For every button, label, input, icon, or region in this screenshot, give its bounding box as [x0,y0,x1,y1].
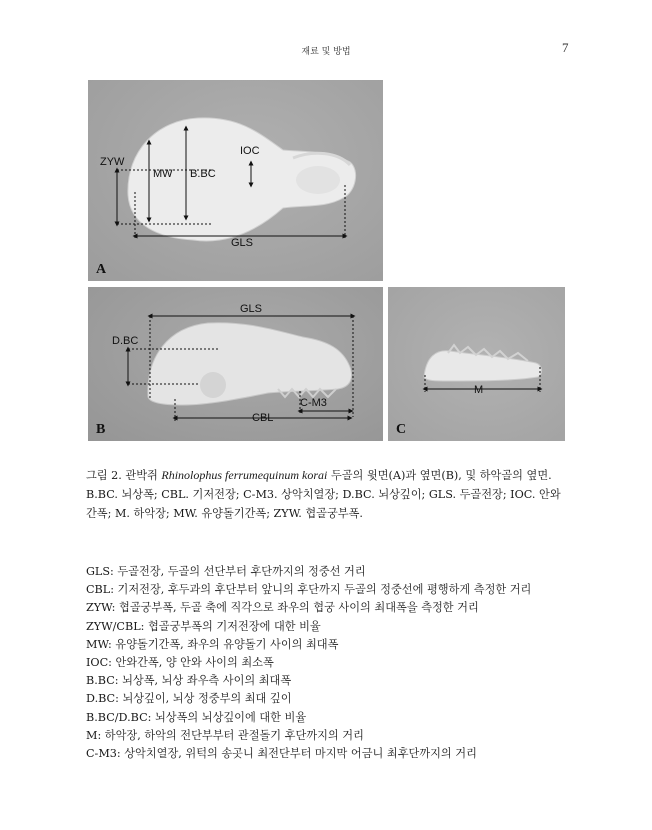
definition-item: GLS: 두골전장, 두골의 선단부터 후단까지의 정중선 거리 [86,565,366,578]
measurement-definitions [86,563,568,763]
label-cbl: CBL [252,412,274,424]
caption-species-name: Rhinolophus ferrumequinum korai [161,468,328,482]
definition-item: B.BC/D.BC: 뇌상폭의 뇌상깊이에 대한 비율 [86,710,307,724]
label-cm3: C-M3 [300,397,327,409]
panel-letter-b: B [96,422,106,437]
label-dbc: D.BC [112,335,139,347]
label-gls: GLS [231,237,254,249]
figure-caption [86,466,568,523]
mandible-shape [424,351,542,381]
label-mw: MW [153,168,173,180]
mandible-lateral-illustration [388,287,565,441]
skull-lateral-shape [148,323,352,405]
panel-letter-c: C [396,422,407,437]
label-bbc: B.BC [190,168,216,180]
definition-item: MW: 유양돌기간폭, 좌우의 유양돌기 사이의 최대폭 [86,637,339,651]
skull-lateral-illustration [88,287,383,441]
caption-prefix: 그림 2. 관박쥐 [86,469,162,482]
skull-dorsal-illustration [88,80,383,281]
definition-item: CBL: 기저전장, 후두과의 후단부터 앞니의 후단까지 두골의 정중선에 평행하게 측정한 거리 [86,583,532,597]
definition-item: M: 하악장, 하악의 전단부부터 관절돌기 후단까지의 거리 [86,728,364,742]
definition-item: IOC: 안와간폭, 양 안와 사이의 최소폭 [86,656,274,670]
definition-item: C-M3: 상악치열장, 위턱의 송곳니 최전단부터 마지막 어금니 최후단까지의 거리 [86,747,477,761]
definition-item: ZYW: 협골궁부폭, 두골 축에 직각으로 좌우의 협궁 사이의 최대폭을 측정한 거리 [86,601,479,615]
definition-item: ZYW/CBL: 협골궁부폭의 기저전장에 대한 비율 [86,619,321,633]
definition-item: B.BC: 뇌상폭, 뇌상 좌우측 사이의 최대폭 [86,674,292,688]
label-zyw: ZYW [100,156,125,168]
label-m: M [474,384,484,396]
page-number: 7 [562,40,569,55]
figure-panel-c [388,287,565,441]
running-header: 재료 및 방법 [301,47,351,57]
figure-panel-b [88,287,383,441]
definition-item: D.BC: 뇌상깊이, 뇌상 정중부의 최대 깊이 [86,692,292,706]
caption-text: 두골의 윗면(A)과 옆면(B), 및 하악골의 옆면. B.BC. 뇌상폭; CBL. 기저전장; C-M3. 상악치열장; D.BC. 뇌상깊이; GLS. 두골전장; IOC. 안와간폭; M. 하악장; MW. 유양돌기간폭; ZYW. 협골궁부폭. [86,469,561,520]
label-gls-b: GLS [240,303,263,315]
figure-panel-a [88,80,383,281]
label-ioc: IOC [240,145,260,157]
panel-letter-a: A [96,262,107,277]
